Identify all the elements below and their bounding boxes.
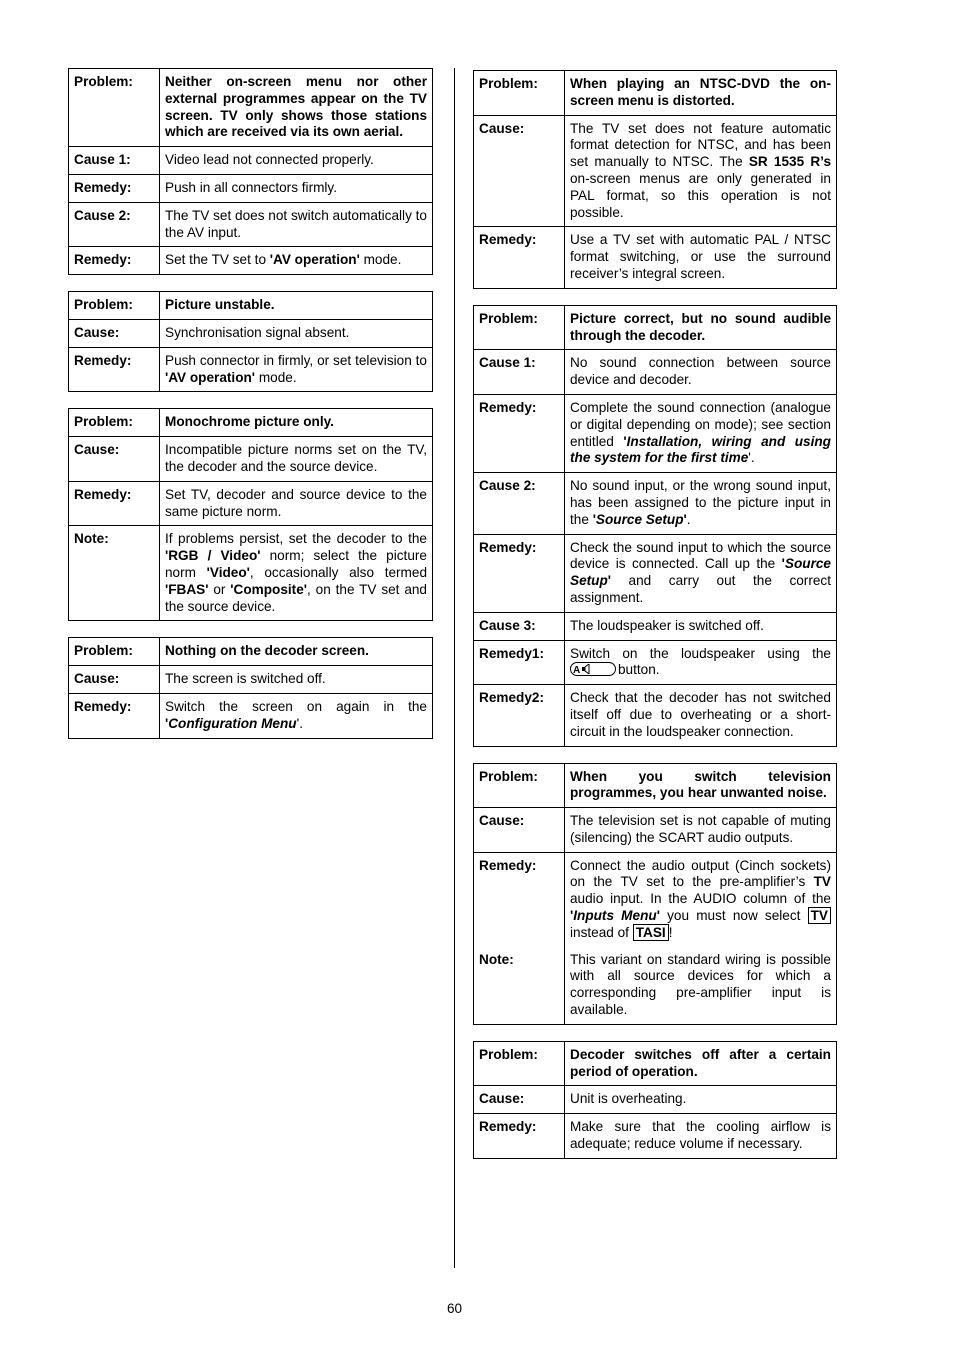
table-row bbox=[474, 763, 837, 808]
row-text bbox=[565, 227, 837, 288]
row-label: Cause: bbox=[474, 1086, 565, 1114]
text-run: The television set is not capable of muting (silencing) the SCART audio outputs. bbox=[570, 813, 831, 845]
text-run: on-screen menus are only generated in PAL format, so this operation is not possible. bbox=[570, 170, 831, 220]
table-row bbox=[69, 693, 433, 738]
table-row bbox=[474, 350, 837, 395]
table-row bbox=[69, 347, 433, 392]
row-label: Problem: bbox=[69, 638, 160, 666]
text-run: Check that the decoder has not switched itself off due to overheating or a short-circuit in the loudspeaker connection. bbox=[570, 690, 831, 739]
text-run: mode. bbox=[255, 369, 297, 385]
text-run: The loudspeaker is switched off. bbox=[570, 617, 764, 633]
row-label: Problem: bbox=[69, 409, 160, 437]
row-text bbox=[565, 640, 837, 685]
text-run: Source Setup bbox=[595, 511, 684, 527]
text-run: Push in all connectors firmly. bbox=[165, 179, 337, 195]
text-run: Switch on the loudspeaker using the bbox=[570, 645, 831, 661]
page-number: 60 bbox=[446, 1301, 463, 1316]
row-text bbox=[160, 174, 433, 202]
key-label: TV bbox=[808, 907, 831, 924]
text-run: The screen is switched off. bbox=[165, 671, 326, 687]
row-text bbox=[565, 534, 837, 612]
table-row bbox=[474, 71, 837, 116]
row-label: Cause: bbox=[474, 115, 565, 227]
row-text bbox=[565, 1114, 837, 1159]
text-run: No sound input, or the wrong sound input, has been assigned to the picture input in the bbox=[570, 478, 831, 527]
text-run: 'RGB / Video' bbox=[165, 548, 261, 564]
row-text bbox=[160, 437, 433, 482]
row-text bbox=[160, 147, 433, 175]
row-label: Remedy: bbox=[474, 1114, 565, 1159]
text-run: Push connector in firmly, or set television to bbox=[165, 352, 427, 368]
table-row bbox=[474, 947, 837, 1025]
troubleshooting-table bbox=[473, 70, 837, 289]
text-run: norm; select the picture norm bbox=[165, 548, 427, 580]
text-run: ' bbox=[570, 908, 574, 924]
row-label: Note: bbox=[474, 947, 565, 1025]
table-row bbox=[474, 534, 837, 612]
column-divider bbox=[454, 68, 455, 1268]
text-run: This variant on standard wiring is possible with all source devices for which a corresponding pre-amplifier input is available. bbox=[570, 951, 831, 1018]
text-run: Switch the screen on again in the bbox=[165, 698, 427, 714]
text-run: Source Setup bbox=[570, 556, 831, 589]
text-run: Nothing on the decoder screen. bbox=[165, 643, 369, 659]
table-row bbox=[474, 612, 837, 640]
table-row bbox=[69, 69, 433, 147]
row-label: Remedy: bbox=[69, 174, 160, 202]
table-row bbox=[69, 437, 433, 482]
text-run: Picture unstable. bbox=[165, 297, 275, 313]
text-run: 'FBAS' bbox=[165, 581, 209, 597]
table-row bbox=[474, 640, 837, 685]
table-row bbox=[69, 247, 433, 275]
troubleshooting-table bbox=[68, 637, 433, 738]
row-text bbox=[565, 305, 837, 350]
text-run: Connect the audio output (Cinch sockets) on the TV set to the pre-amplifier’s bbox=[570, 857, 831, 890]
row-label: Remedy1: bbox=[474, 640, 565, 685]
row-label: Cause: bbox=[474, 808, 565, 853]
text-run: 'Composite' bbox=[230, 581, 307, 597]
text-run: Complete the sound connection (analogue or digital depending on mode); see section entitled bbox=[570, 399, 831, 449]
text-run: or bbox=[208, 581, 231, 597]
svg-text:A: A bbox=[573, 665, 581, 675]
row-label: Cause: bbox=[69, 437, 160, 482]
table-row bbox=[474, 1086, 837, 1114]
table-row bbox=[474, 808, 837, 853]
row-text bbox=[160, 247, 433, 275]
row-text bbox=[565, 71, 837, 116]
row-label: Cause 3: bbox=[474, 612, 565, 640]
row-label: Remedy: bbox=[69, 247, 160, 275]
text-run: ' bbox=[656, 908, 660, 924]
text-run: The TV set does not switch automatically to the AV input. bbox=[165, 207, 427, 240]
table-row bbox=[69, 666, 433, 694]
table-row bbox=[69, 174, 433, 202]
text-run: Picture correct, but no sound audible through the decoder. bbox=[570, 310, 831, 343]
row-text bbox=[565, 1086, 837, 1114]
table-row bbox=[69, 147, 433, 175]
text-run: No sound connection between source device and decoder. bbox=[570, 355, 831, 388]
row-text bbox=[160, 347, 433, 392]
text-run: instead of bbox=[570, 924, 633, 940]
text-run: Monochrome picture only. bbox=[165, 414, 334, 430]
row-label: Remedy: bbox=[69, 347, 160, 392]
text-run: Incompatible picture norms set on the TV, the decoder and the source device. bbox=[165, 442, 427, 474]
row-text bbox=[565, 947, 837, 1025]
text-run: If problems persist, set the decoder to the bbox=[165, 531, 427, 547]
text-run: ' bbox=[592, 511, 596, 527]
text-run: Inputs Menu bbox=[573, 908, 657, 924]
text-run: , occasionally also termed bbox=[249, 564, 427, 580]
row-label: Remedy: bbox=[474, 534, 565, 612]
table-row bbox=[474, 227, 837, 288]
row-text bbox=[565, 473, 837, 534]
text-run: Make sure that the cooling airflow is adequate; reduce volume if necessary. bbox=[570, 1119, 831, 1152]
text-run: TV bbox=[813, 874, 831, 890]
text-run: Unit is overheating. bbox=[570, 1091, 687, 1107]
row-text bbox=[565, 1041, 837, 1086]
text-run: Installation, wiring and using the system for the first time bbox=[570, 433, 831, 466]
troubleshooting-table bbox=[68, 291, 433, 392]
text-run: '. bbox=[748, 450, 755, 466]
row-label: Cause: bbox=[69, 319, 160, 347]
row-label: Cause 2: bbox=[474, 473, 565, 534]
row-text bbox=[565, 852, 837, 946]
table-row bbox=[69, 292, 433, 320]
text-run: and carry out the correct assignment. bbox=[570, 573, 831, 605]
text-run: ' bbox=[607, 573, 611, 589]
table-row bbox=[69, 409, 433, 437]
text-run: Set TV, decoder and source device to the same picture norm. bbox=[165, 486, 427, 519]
text-run: 'AV operation' bbox=[269, 252, 360, 268]
row-label: Problem: bbox=[474, 1041, 565, 1086]
text-run: The TV set does not feature automatic format detection for NTSC, and has been set manually to NTSC. The bbox=[570, 120, 831, 170]
row-label: Remedy: bbox=[474, 227, 565, 288]
right-column bbox=[473, 70, 837, 1175]
row-label: Remedy: bbox=[69, 693, 160, 738]
row-text bbox=[160, 409, 433, 437]
text-run: . bbox=[686, 511, 691, 527]
table-row bbox=[69, 638, 433, 666]
row-label: Remedy: bbox=[69, 481, 160, 526]
row-label: Remedy: bbox=[474, 394, 565, 472]
table-row bbox=[474, 115, 837, 227]
table-row bbox=[474, 685, 837, 746]
troubleshooting-table bbox=[473, 763, 837, 1025]
text-run: Configuration Menu bbox=[168, 715, 297, 731]
row-label: Problem: bbox=[69, 69, 160, 147]
text-run: Check the sound input to which the source device is connected. Call up the bbox=[570, 539, 831, 572]
text-run: When you switch television programmes, you hear unwanted noise. bbox=[570, 768, 831, 801]
row-text bbox=[160, 292, 433, 320]
row-label: Problem: bbox=[474, 71, 565, 116]
text-run: SR 1535 R’s bbox=[748, 154, 831, 170]
row-label: Cause 1: bbox=[69, 147, 160, 175]
row-label: Problem: bbox=[474, 763, 565, 808]
row-text bbox=[565, 394, 837, 472]
troubleshooting-table bbox=[473, 1041, 837, 1159]
row-label: Remedy2: bbox=[474, 685, 565, 746]
table-row bbox=[474, 852, 837, 946]
row-label: Note: bbox=[69, 526, 160, 621]
table-row bbox=[69, 202, 433, 247]
table-row bbox=[474, 394, 837, 472]
row-text bbox=[565, 685, 837, 746]
text-run: ' bbox=[623, 433, 627, 449]
text-run: Use a TV set with automatic PAL / NTSC format switching, or use the surround receiver’s integral screen. bbox=[570, 232, 831, 281]
text-run: Video lead not connected properly. bbox=[165, 152, 374, 168]
row-text bbox=[160, 481, 433, 526]
row-text bbox=[565, 612, 837, 640]
row-text bbox=[565, 350, 837, 395]
troubleshooting-table bbox=[68, 68, 433, 275]
row-text bbox=[160, 319, 433, 347]
row-text bbox=[160, 666, 433, 694]
row-label: Cause 2: bbox=[69, 202, 160, 247]
text-run: 'AV operation' bbox=[165, 369, 256, 385]
text-run: '. bbox=[296, 715, 303, 731]
row-label: Cause 1: bbox=[474, 350, 565, 395]
row-label: Problem: bbox=[69, 292, 160, 320]
row-label: Cause: bbox=[69, 666, 160, 694]
text-run: ' bbox=[165, 715, 169, 731]
row-text bbox=[160, 638, 433, 666]
text-run: Decoder switches off after a certain period of operation. bbox=[570, 1046, 831, 1079]
row-text bbox=[565, 763, 837, 808]
table-row bbox=[474, 305, 837, 350]
row-label: Problem: bbox=[474, 305, 565, 350]
text-run: ' bbox=[683, 511, 687, 527]
table-row bbox=[69, 526, 433, 621]
table-row bbox=[69, 319, 433, 347]
troubleshooting-table bbox=[473, 305, 837, 747]
text-run: mode. bbox=[359, 252, 402, 268]
table-row bbox=[474, 1114, 837, 1159]
row-text bbox=[565, 115, 837, 227]
key-label: TASI bbox=[633, 924, 669, 941]
row-text bbox=[160, 69, 433, 147]
speaker-button-icon bbox=[570, 662, 616, 676]
text-run: audio input. In the AUDIO column of the bbox=[570, 891, 831, 907]
text-run: 'Video' bbox=[206, 564, 250, 580]
text-run: button. bbox=[618, 662, 660, 678]
troubleshooting-table bbox=[68, 408, 433, 621]
row-text bbox=[565, 808, 837, 853]
table-row bbox=[474, 1041, 837, 1086]
left-column bbox=[68, 68, 433, 755]
text-run: ! bbox=[668, 924, 673, 940]
table-row bbox=[69, 481, 433, 526]
row-text bbox=[160, 693, 433, 738]
table-row bbox=[474, 473, 837, 534]
row-text bbox=[160, 202, 433, 247]
text-run: Neither on-screen menu nor other external programmes appear on the TV screen. TV only shows those stations which are received via its own aerial. bbox=[165, 74, 427, 140]
text-run: When playing an NTSC-DVD the on-screen menu is distorted. bbox=[570, 76, 831, 108]
text-run: , on the TV set and the source device. bbox=[165, 581, 427, 614]
row-label: Remedy: bbox=[474, 852, 565, 946]
text-run: ' bbox=[781, 556, 785, 572]
text-run: Set the TV set to bbox=[165, 252, 270, 268]
row-text bbox=[160, 526, 433, 621]
text-run: you must now select bbox=[659, 908, 808, 924]
text-run: Synchronisation signal absent. bbox=[165, 324, 350, 340]
